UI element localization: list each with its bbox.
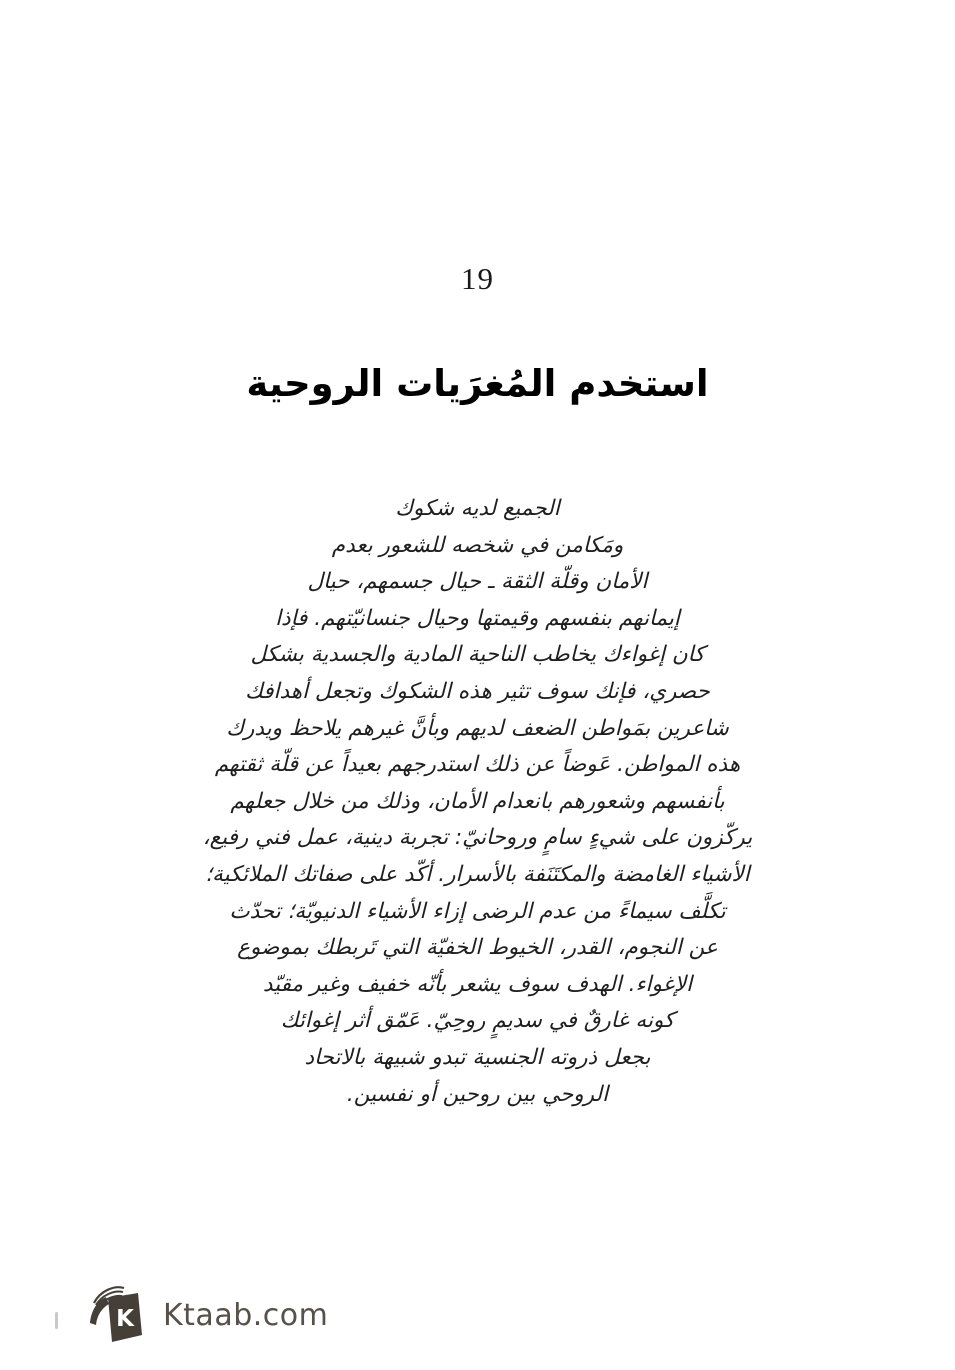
- epigraph-text-block: [168, 491, 788, 1113]
- chapter-number: 19: [461, 261, 494, 296]
- epigraph-line: شاعرين بمَواطن الضعف لديهم وبأنَّ غيرهم يلاحظ ويدرك: [226, 715, 729, 741]
- epigraph-line: تكلَّف سيماءً من عدم الرضى إزاء الأشياء الدنيويّة؛ تحدّث: [229, 898, 726, 924]
- epigraph-line: كان إغواءك يخاطب الناحية المادية والجسدية بشكل: [250, 642, 705, 668]
- scan-artifact: [55, 1312, 58, 1329]
- book-logo-icon: [84, 1283, 148, 1347]
- epigraph-line: الروحي بين روحين أو نفسين.: [346, 1081, 609, 1107]
- epigraph-line: كونه غارقٌ في سديمٍ روحِيّ. عَمّق أثر إغوائك: [280, 1008, 675, 1034]
- chapter-title: استخدم المُغرَيات الروحية: [246, 362, 709, 405]
- brand-name-text: Ktaab.com: [163, 1297, 329, 1333]
- epigraph-line: ومَكامن في شخصه للشعور بعدم: [331, 532, 624, 558]
- epigraph-line: بجعل ذروته الجنسية تبدو شبيهة بالاتحاد: [304, 1044, 651, 1070]
- epigraph-line: حصري، فإنك سوف تثير هذه الشكوك وتجعل أهدافك: [245, 678, 710, 704]
- epigraph-line: الأشياء الغامضة والمكتَنَفة بالأسرار. أكّد على صفاتك الملائكية؛: [205, 861, 750, 887]
- ktaab-watermark: [84, 1283, 328, 1347]
- epigraph-line: بأنفسهم وشعورهم بانعدام الأمان، وذلك من خلال جعلهم: [230, 788, 725, 814]
- epigraph-line: يركّزون على شيءٍ سامٍ وروحانيّ: تجربة دينية، عمل فني رفيع،: [202, 825, 753, 851]
- logo-letter-k: K: [116, 1306, 134, 1332]
- epigraph-line: الإغواء. الهدف سوف يشعر بأنّه خفيف وغير مقيّد: [262, 971, 693, 997]
- epigraph-line: الأمان وقلّة الثقة ـ حيال جسمهم، حيال: [307, 569, 648, 595]
- epigraph-line: هذه المواطن. عَوضاً عن ذلك استدرجهم بعيداً عن قلّة ثقتهم: [214, 752, 741, 778]
- epigraph-line: إيمانهم بنفسهم وقيمتها وحيال جنسانيّتهم. فإذا: [275, 605, 680, 631]
- epigraph-line: عن النجوم، القدر، الخيوط الخفيّة التي تَربطك بموضوع: [237, 935, 718, 961]
- epigraph-line: الجميع لديه شكوك: [395, 496, 560, 521]
